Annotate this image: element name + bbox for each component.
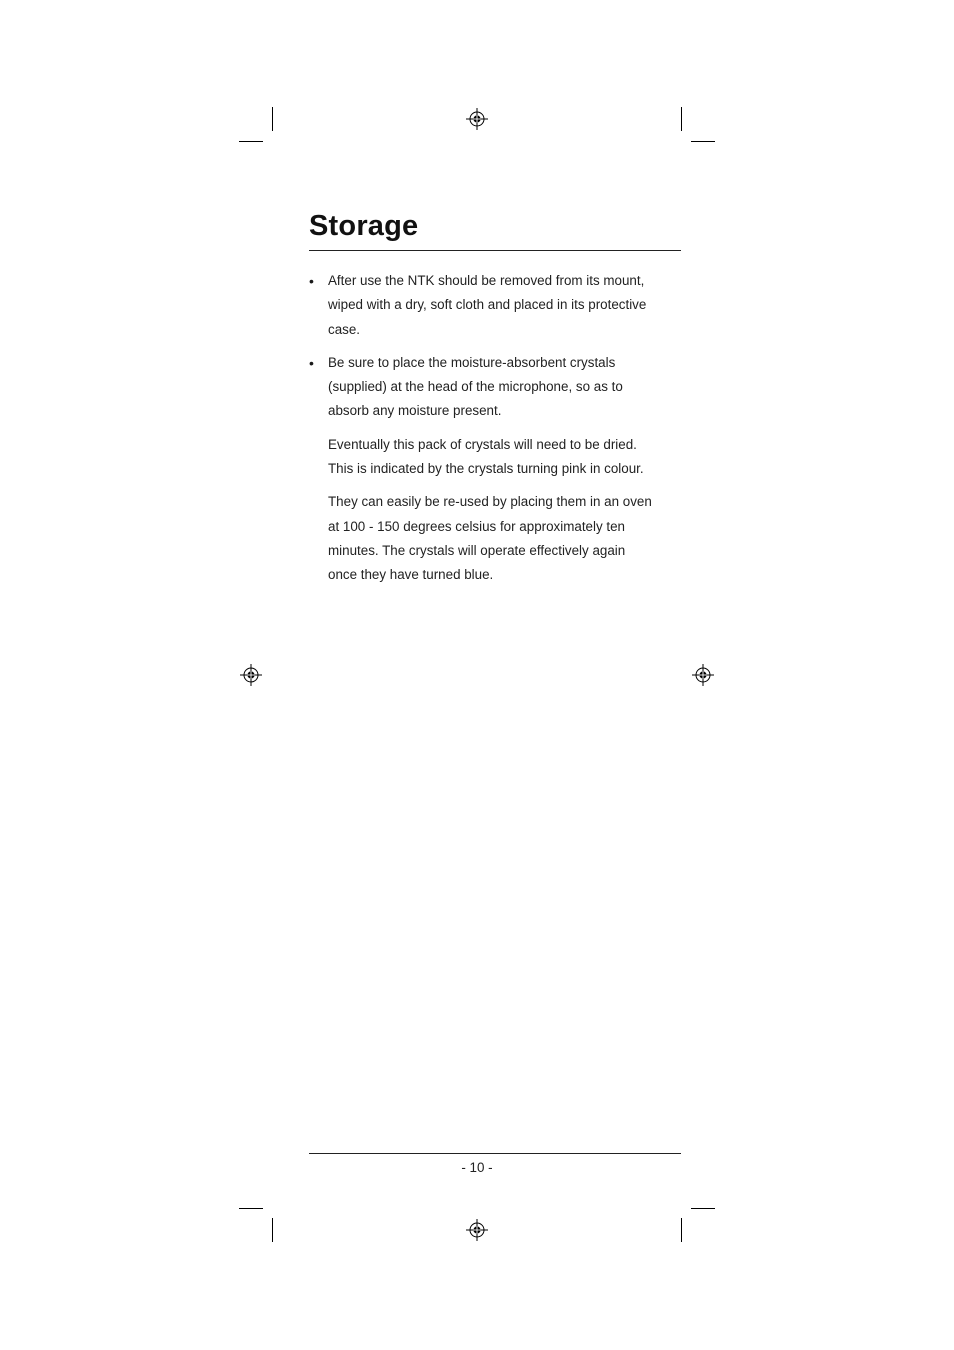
- paragraph: After use the NTK should be removed from its mount, wiped with a dry, soft cloth and placed in its protective case.: [328, 273, 647, 337]
- crop-mark: [272, 1218, 273, 1242]
- registration-mark-icon: [692, 664, 714, 686]
- storage-instructions-list: [309, 269, 654, 588]
- content-area: [309, 210, 681, 597]
- list-item: [309, 269, 654, 342]
- paragraph: Be sure to place the moisture-absorbent crystals (supplied) at the head of the microphone, so as to absorb any moisture present.: [328, 354, 623, 419]
- list-item: [309, 351, 654, 588]
- registration-mark-icon: [240, 664, 262, 686]
- paragraph: Eventually this pack of crystals will need to be dried. This is indicated by the crystals turning pink in colour.: [328, 436, 644, 477]
- page-title: Storage: [309, 210, 681, 251]
- registration-mark-icon: [466, 108, 488, 130]
- crop-mark: [239, 141, 263, 142]
- paragraph: They can easily be re-used by placing them in an oven at 100 - 150 degrees celsius for approximately ten minutes. The crystals will operate effectively again once they have turned blue.: [328, 494, 652, 583]
- crop-mark: [272, 107, 273, 131]
- crop-mark: [681, 1218, 682, 1242]
- crop-mark: [691, 141, 715, 142]
- crop-mark: [691, 1208, 715, 1209]
- crop-mark: [239, 1208, 263, 1209]
- crop-mark: [681, 107, 682, 131]
- registration-mark-icon: [466, 1219, 488, 1241]
- bullet-icon: •: [309, 354, 314, 371]
- page-number: - 10 -: [461, 1160, 493, 1175]
- footer-divider: [309, 1153, 681, 1154]
- bullet-icon: •: [309, 273, 314, 289]
